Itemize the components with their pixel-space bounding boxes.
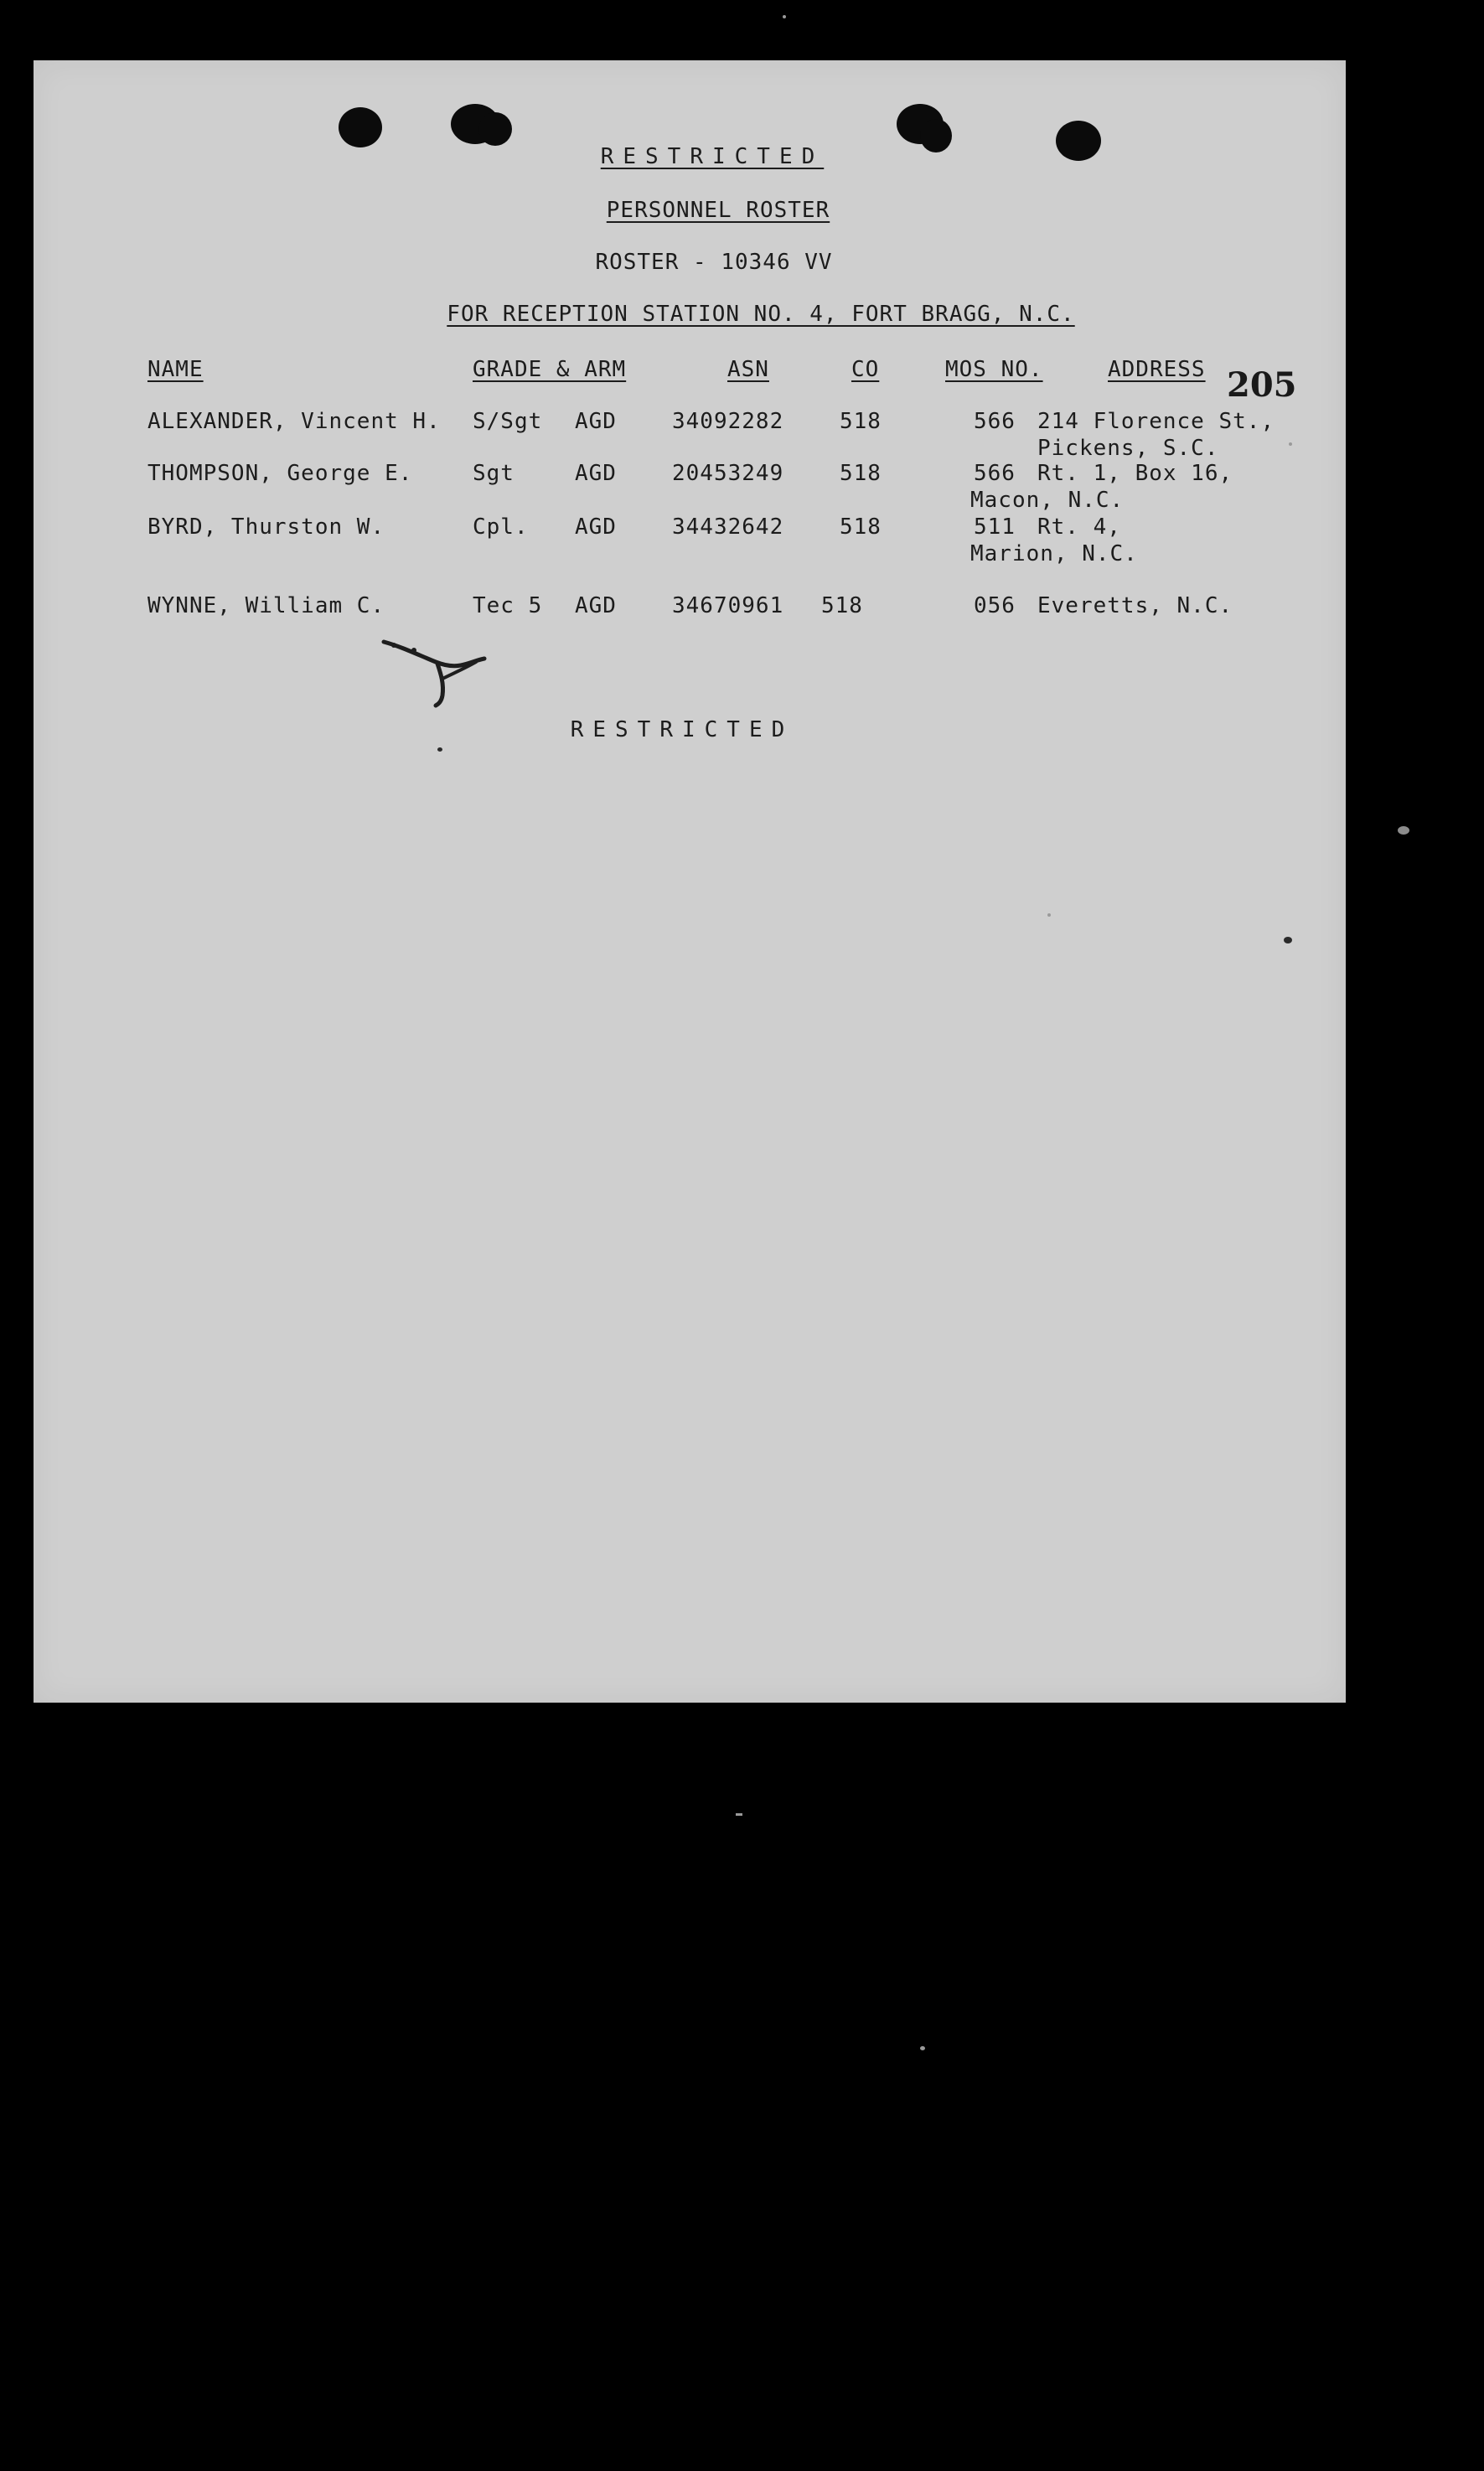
punch-hole [478,112,512,146]
document-page [34,60,1346,1703]
roster-row-arm: AGD [575,514,617,540]
roster-row-address-line1: Rt. 4, [1037,514,1121,540]
roster-row-co: 518 [821,593,863,618]
ink-mark [377,635,494,711]
paper-speck [437,747,442,752]
roster-number: ROSTER - 10346 VV [595,250,833,275]
roster-row-address-line2: Macon, N.C. [970,488,1125,513]
column-header-co: CO [851,357,880,382]
roster-row-address-line2: Marion, N.C. [970,541,1138,566]
roster-row-co: 518 [840,409,882,434]
column-header-asn: ASN [727,357,769,382]
column-header-grade-arm: GRADE & ARM [473,357,627,382]
roster-row-grade: Tec 5 [473,593,543,618]
roster-row-co: 518 [840,461,882,486]
classification-footer: RESTRICTED [570,717,794,742]
roster-row-mos: 056 [974,593,1016,618]
background-speck [920,2046,925,2050]
punch-hole [339,107,382,147]
background-speck [736,1813,742,1816]
punch-hole [920,119,952,152]
roster-row-name: WYNNE, William C. [147,593,385,618]
punch-hole [1056,121,1101,161]
column-header-address: ADDRESS [1108,357,1206,382]
roster-row-address-line2: Pickens, S.C. [1037,436,1219,461]
roster-row-asn: 34092282 [672,409,784,434]
roster-row-grade: Sgt [473,461,514,486]
classification-header: RESTRICTED [600,144,825,169]
roster-row-name: BYRD, Thurston W. [147,514,385,540]
roster-row-grade: S/Sgt [473,409,543,434]
roster-row-asn: 34670961 [672,593,784,618]
background-speck [1398,826,1409,835]
background-speck [783,15,786,18]
roster-row-address-line1: Rt. 1, Box 16, [1037,461,1233,486]
roster-row-mos: 511 [974,514,1016,540]
station-line: FOR RECEPTION STATION NO. 4, FORT BRAGG, N.C. [447,302,1075,327]
roster-row-address-line1: Everetts, N.C. [1037,593,1233,618]
paper-speck [1289,442,1292,446]
roster-row-arm: AGD [575,461,617,486]
roster-row-arm: AGD [575,593,617,618]
roster-row-grade: Cpl. [473,514,529,540]
roster-row-co: 518 [840,514,882,540]
roster-row-arm: AGD [575,409,617,434]
page-number: 205 [1227,365,1297,405]
roster-row-mos: 566 [974,461,1016,486]
roster-row-mos: 566 [974,409,1016,434]
roster-row-name: THOMPSON, George E. [147,461,413,486]
column-header-mos: MOS NO. [945,357,1043,382]
roster-row-asn: 20453249 [672,461,784,486]
roster-row-asn: 34432642 [672,514,784,540]
column-header-name: NAME [147,357,204,382]
roster-row-name: ALEXANDER, Vincent H. [147,409,441,434]
paper-speck [1284,937,1292,943]
roster-row-address-line1: 214 Florence St., [1037,409,1275,434]
paper-speck [1047,913,1051,917]
roster-title: PERSONNEL ROSTER [606,198,830,223]
